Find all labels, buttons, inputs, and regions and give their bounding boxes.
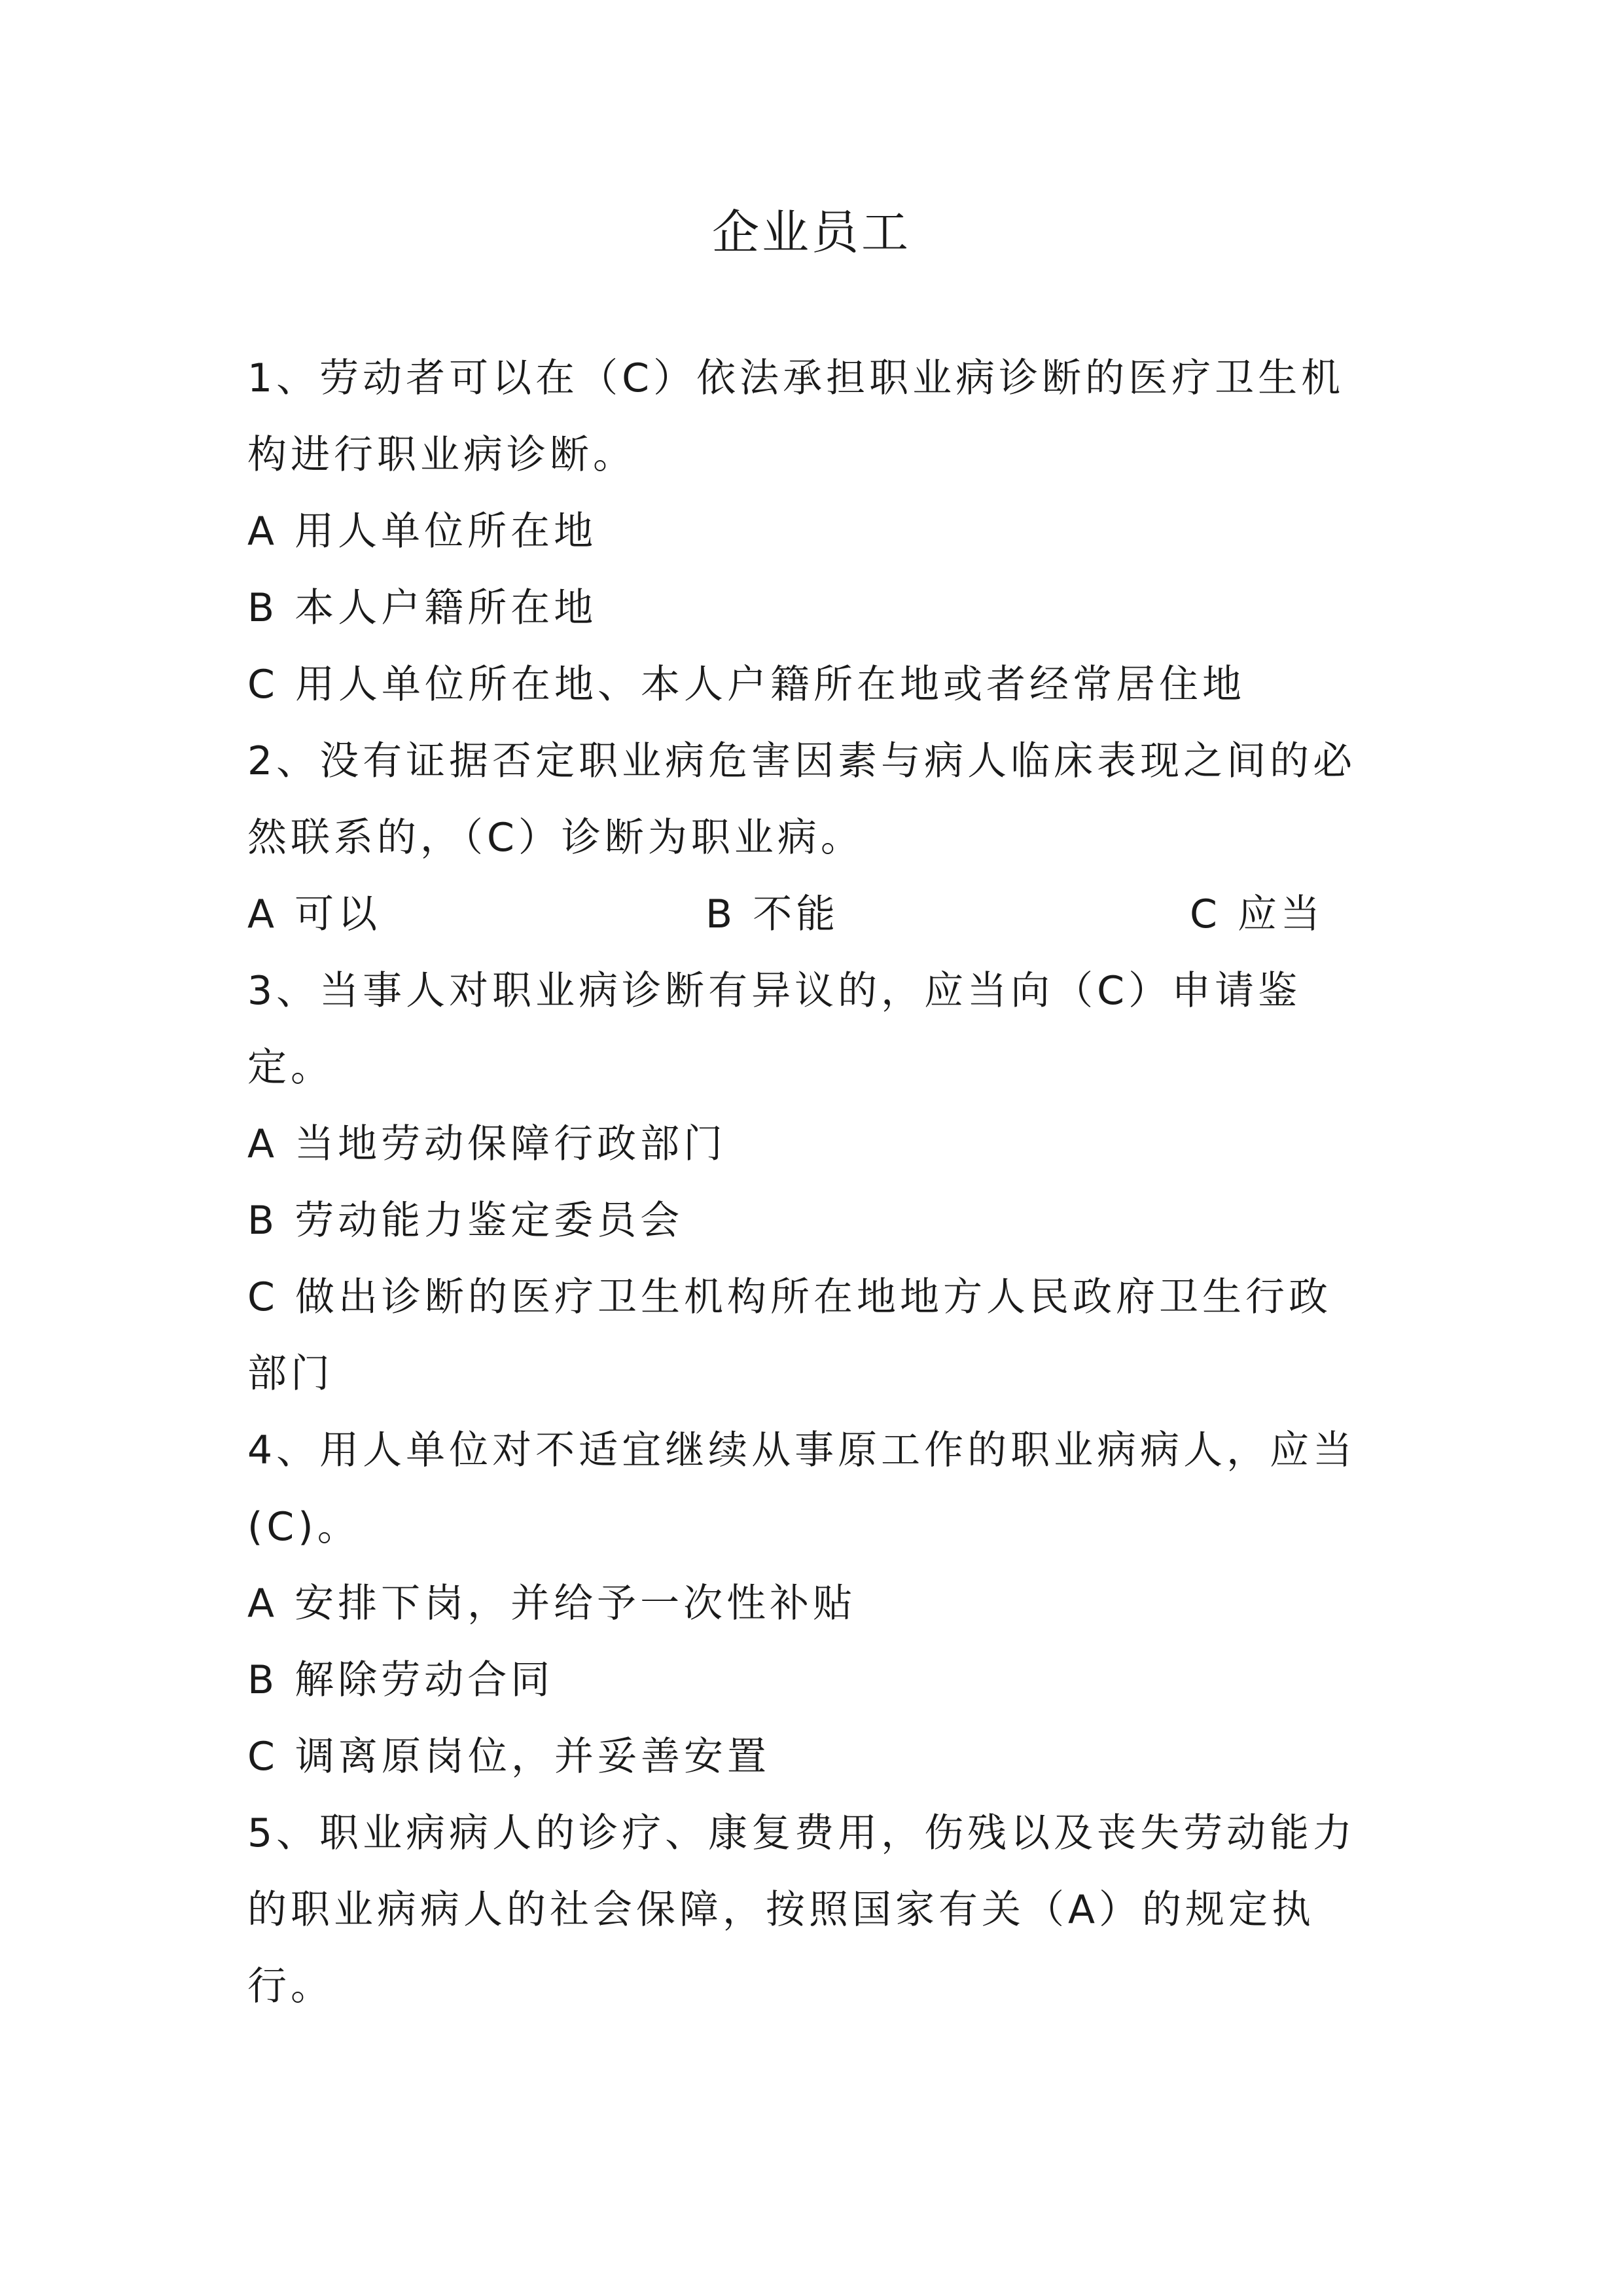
q1-line-1: 1、劳动者可以在（C）依法承担职业病诊断的医疗卫生机 — [247, 355, 1345, 401]
q4-option-c: C 调离原岗位，并妥善安置 — [247, 1734, 770, 1780]
q2-options-row — [247, 876, 1399, 953]
q2-option-c: C 应当 — [1190, 891, 1324, 937]
q4-option-b: B 解除劳动合同 — [247, 1657, 554, 1703]
q1-line-2: 构进行职业病诊断。 — [247, 432, 636, 478]
q2-option-b: B 不能 — [705, 891, 840, 937]
q3-line-1: 3、当事人对职业病诊断有异议的，应当向（C）申请鉴 — [247, 968, 1302, 1014]
q3-line-2: 定。 — [247, 1045, 334, 1090]
q3-option-a: A 当地劳动保障行政部门 — [247, 1121, 727, 1167]
q4-option-a: A 安排下岗，并给予一次性补贴 — [247, 1581, 857, 1626]
q1-option-c: C 用人单位所在地、本人户籍所在地或者经常居住地 — [247, 662, 1245, 708]
page-title: 企业员工 — [711, 205, 911, 260]
q2-line-2: 然联系的，（C）诊断为职业病。 — [247, 815, 864, 861]
q3-option-b: B 劳动能力鉴定委员会 — [247, 1198, 684, 1244]
q3-option-c-line-2: 部门 — [247, 1351, 334, 1397]
q5-line-2: 的职业病病人的社会保障，按照国家有关（A）的规定执 — [247, 1887, 1315, 1933]
q5-line-3: 行。 — [247, 1964, 334, 2009]
document-body — [247, 340, 1399, 2025]
q5-line-1: 5、职业病病人的诊疗、康复费用，伤残以及丧失劳动能力 — [247, 1810, 1357, 1856]
q2-option-a: A 可以 — [247, 891, 382, 937]
q3-option-c-line-1: C 做出诊断的医疗卫生机构所在地地方人民政府卫生行政 — [247, 1274, 1332, 1320]
q4-line-1: 4、用人单位对不适宜继续从事原工作的职业病病人，应当 — [247, 1427, 1357, 1473]
q2-line-1: 2、没有证据否定职业病危害因素与病人临床表现之间的必 — [247, 738, 1357, 784]
q4-line-2: (C)。 — [247, 1504, 361, 1550]
q1-option-b: B 本人户籍所在地 — [247, 585, 597, 631]
q1-option-a: A 用人单位所在地 — [247, 509, 597, 554]
